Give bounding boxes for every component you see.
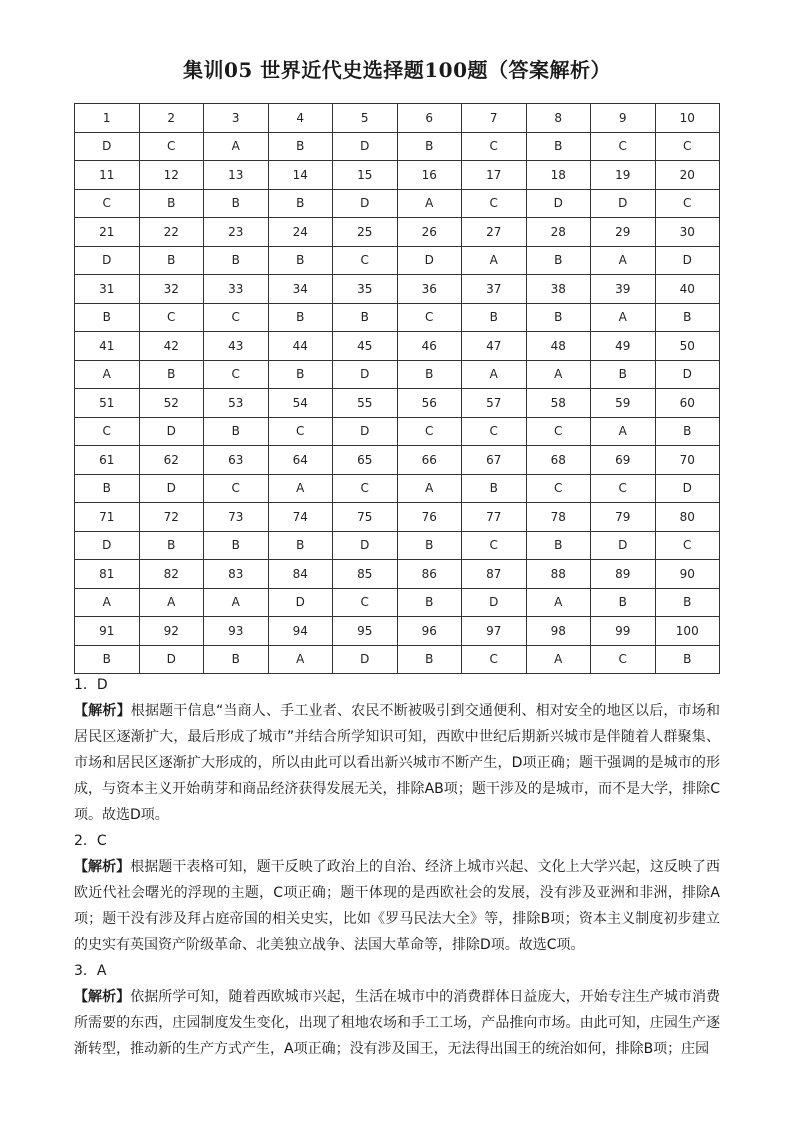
question-number-cell: 86: [397, 560, 462, 589]
question-number-cell: 43: [204, 332, 269, 361]
answer-cell: B: [591, 360, 656, 389]
question-number-cell: 26: [397, 218, 462, 247]
answer-cell: B: [462, 303, 527, 332]
question-number-row: [75, 446, 720, 475]
question-number-cell: 14: [268, 161, 333, 190]
question-number-cell: 71: [75, 503, 140, 532]
answer-cell: C: [526, 417, 591, 446]
answer-cell: B: [526, 246, 591, 275]
question-number-cell: 44: [268, 332, 333, 361]
question-number-cell: 59: [591, 389, 656, 418]
answer-row: [75, 132, 720, 161]
answer-cell: C: [591, 474, 656, 503]
answer-cell: C: [462, 531, 527, 560]
question-number-cell: 34: [268, 275, 333, 304]
answer-cell: B: [268, 360, 333, 389]
question-number-cell: 93: [204, 617, 269, 646]
question-number-cell: 37: [462, 275, 527, 304]
question-number-cell: 58: [526, 389, 591, 418]
answer-cell: A: [75, 588, 140, 617]
answer-cell: D: [75, 246, 140, 275]
question-number-row: [75, 104, 720, 133]
explanation-paragraph: [74, 984, 720, 1062]
question-number-cell: 36: [397, 275, 462, 304]
answer-cell: C: [462, 132, 527, 161]
question-number-cell: 8: [526, 104, 591, 133]
question-number-cell: 94: [268, 617, 333, 646]
answer-cell: D: [462, 588, 527, 617]
question-number-row: [75, 389, 720, 418]
question-number-cell: 68: [526, 446, 591, 475]
question-number-cell: 62: [139, 446, 204, 475]
answer-cell: C: [526, 474, 591, 503]
question-number-cell: 99: [591, 617, 656, 646]
question-number-cell: 1: [75, 104, 140, 133]
answer-cell: C: [655, 132, 720, 161]
question-number-cell: 96: [397, 617, 462, 646]
question-number-cell: 5: [333, 104, 398, 133]
answer-cell: C: [655, 531, 720, 560]
question-number-cell: 67: [462, 446, 527, 475]
answer-cell: D: [333, 360, 398, 389]
answer-cell: A: [526, 588, 591, 617]
question-number-cell: 9: [591, 104, 656, 133]
question-number-row: [75, 332, 720, 361]
answer-cell: C: [397, 417, 462, 446]
question-number-cell: 74: [268, 503, 333, 532]
question-number-cell: 82: [139, 560, 204, 589]
question-number-cell: 25: [333, 218, 398, 247]
answer-cell: C: [139, 303, 204, 332]
answer-cell: C: [204, 360, 269, 389]
question-number-cell: 46: [397, 332, 462, 361]
explanations-section: [74, 672, 720, 1062]
question-number-cell: 42: [139, 332, 204, 361]
answer-cell: A: [462, 360, 527, 389]
answer-cell: D: [333, 132, 398, 161]
question-number-row: [75, 503, 720, 532]
question-number-cell: 3: [204, 104, 269, 133]
answer-cell: B: [139, 189, 204, 218]
answer-row: [75, 531, 720, 560]
answer-row: [75, 474, 720, 503]
answer-cell: A: [397, 474, 462, 503]
question-number-row: [75, 218, 720, 247]
answer-cell: A: [139, 588, 204, 617]
answer-cell: B: [268, 132, 333, 161]
answer-cell: C: [462, 189, 527, 218]
question-number-cell: 85: [333, 560, 398, 589]
question-number-cell: 20: [655, 161, 720, 190]
answer-cell: A: [204, 132, 269, 161]
question-number-cell: 6: [397, 104, 462, 133]
answer-cell: D: [333, 531, 398, 560]
answer-cell: B: [75, 303, 140, 332]
answer-cell: B: [268, 189, 333, 218]
answer-cell: C: [268, 417, 333, 446]
answer-cell: B: [591, 588, 656, 617]
question-number-cell: 2: [139, 104, 204, 133]
answer-cell: A: [526, 360, 591, 389]
answer-cell: B: [526, 303, 591, 332]
question-number-cell: 66: [397, 446, 462, 475]
question-number-cell: 57: [462, 389, 527, 418]
answer-cell: B: [397, 360, 462, 389]
answer-cell: C: [655, 189, 720, 218]
analysis-tag: 【解析】: [74, 703, 131, 719]
question-number-cell: 54: [268, 389, 333, 418]
answer-cell: B: [139, 246, 204, 275]
question-number-cell: 98: [526, 617, 591, 646]
question-number-cell: 61: [75, 446, 140, 475]
answer-cell: B: [268, 531, 333, 560]
answer-cell: A: [268, 645, 333, 674]
answer-cell: B: [397, 645, 462, 674]
question-number-cell: 35: [333, 275, 398, 304]
answer-row: [75, 303, 720, 332]
answer-cell: D: [139, 645, 204, 674]
question-number-cell: 41: [75, 332, 140, 361]
answer-cell: B: [268, 303, 333, 332]
answer-cell: A: [462, 246, 527, 275]
question-number-cell: 23: [204, 218, 269, 247]
answer-cell: B: [204, 417, 269, 446]
question-answer-heading: 2．C: [74, 833, 107, 849]
page-title: 集训05 世界近代史选择题100题（答案解析）: [182, 58, 612, 82]
question-number-cell: 69: [591, 446, 656, 475]
question-number-cell: 77: [462, 503, 527, 532]
answer-cell: C: [139, 132, 204, 161]
question-number-cell: 10: [655, 104, 720, 133]
answer-cell: A: [204, 588, 269, 617]
question-number-cell: 79: [591, 503, 656, 532]
answer-cell: B: [333, 303, 398, 332]
question-number-cell: 29: [591, 218, 656, 247]
question-number-cell: 11: [75, 161, 140, 190]
question-number-cell: 4: [268, 104, 333, 133]
question-number-cell: 88: [526, 560, 591, 589]
answer-cell: C: [333, 588, 398, 617]
question-number-cell: 38: [526, 275, 591, 304]
answer-cell: C: [591, 132, 656, 161]
question-number-cell: 21: [75, 218, 140, 247]
answer-table: [74, 103, 720, 674]
explanation-text: 根据题干表格可知，题干反映了政治上的自治、经济上城市兴起、文化上大学兴起，这反映了西欧近代社会曙光的浮现的主题，C项正确；题干体现的是西欧社会的发展，没有涉及亚洲和非洲，排除A项；题干没有涉及拜占庭帝国的相关史实，比如《罗马民法大全》等，排除B项；资本主义制度初步建立的史实有英国资产阶级革命、北美独立战争、法国大革命等，排除D项。故选C项。: [74, 859, 721, 953]
answer-row: [75, 417, 720, 446]
answer-cell: A: [526, 645, 591, 674]
analysis-tag: 【解析】: [74, 989, 131, 1005]
analysis-tag: 【解析】: [74, 859, 131, 875]
answer-cell: B: [75, 474, 140, 503]
answer-cell: A: [397, 189, 462, 218]
answer-cell: C: [462, 645, 527, 674]
question-number-cell: 40: [655, 275, 720, 304]
answer-cell: B: [75, 645, 140, 674]
answer-cell: A: [591, 303, 656, 332]
question-number-cell: 24: [268, 218, 333, 247]
question-number-cell: 7: [462, 104, 527, 133]
answer-cell: C: [397, 303, 462, 332]
question-number-cell: 83: [204, 560, 269, 589]
question-number-cell: 33: [204, 275, 269, 304]
answer-cell: D: [397, 246, 462, 275]
answer-cell: B: [397, 531, 462, 560]
answer-cell: B: [139, 531, 204, 560]
explanation-text: 依据所学可知，随着西欧城市兴起，生活在城市中的消费群体日益庞大，开始专注生产城市消费所需要的东西，庄园制度发生变化，出现了租地农场和手工工场，产品推向市场。由此可知，庄园生产逐渐转型，推动新的生产方式产生，A项正确；没有涉及国王，无法得出国王的统治如何，排除B项；庄园: [74, 989, 721, 1057]
answer-row: [75, 645, 720, 674]
answer-cell: C: [75, 189, 140, 218]
question-number-cell: 16: [397, 161, 462, 190]
question-number-cell: 50: [655, 332, 720, 361]
answer-cell: A: [75, 360, 140, 389]
question-number-cell: 55: [333, 389, 398, 418]
question-number-cell: 52: [139, 389, 204, 418]
question-answer-heading: 3．A: [74, 963, 107, 979]
question-number-cell: 76: [397, 503, 462, 532]
question-number-cell: 100: [655, 617, 720, 646]
question-answer-heading: 1．D: [74, 677, 108, 693]
answer-cell: C: [591, 645, 656, 674]
question-number-cell: 19: [591, 161, 656, 190]
question-number-cell: 95: [333, 617, 398, 646]
question-number-cell: 81: [75, 560, 140, 589]
question-number-cell: 80: [655, 503, 720, 532]
answer-row: [75, 360, 720, 389]
answer-cell: A: [591, 417, 656, 446]
answer-cell: B: [526, 132, 591, 161]
question-number-row: [75, 617, 720, 646]
question-number-cell: 51: [75, 389, 140, 418]
question-number-cell: 30: [655, 218, 720, 247]
question-number-cell: 70: [655, 446, 720, 475]
question-number-cell: 48: [526, 332, 591, 361]
answer-cell: D: [139, 474, 204, 503]
question-number-cell: 15: [333, 161, 398, 190]
question-number-cell: 75: [333, 503, 398, 532]
question-number-cell: 32: [139, 275, 204, 304]
answer-cell: B: [204, 531, 269, 560]
question-number-cell: 65: [333, 446, 398, 475]
answer-cell: C: [462, 417, 527, 446]
answer-cell: A: [591, 246, 656, 275]
question-number-cell: 27: [462, 218, 527, 247]
answer-cell: C: [333, 246, 398, 275]
answer-cell: C: [204, 474, 269, 503]
question-number-cell: 72: [139, 503, 204, 532]
answer-cell: B: [204, 189, 269, 218]
question-number-cell: 64: [268, 446, 333, 475]
answer-cell: C: [204, 303, 269, 332]
question-number-cell: 73: [204, 503, 269, 532]
answer-cell: D: [139, 417, 204, 446]
answer-cell: D: [591, 531, 656, 560]
question-number-cell: 31: [75, 275, 140, 304]
answer-cell: B: [268, 246, 333, 275]
answer-cell: B: [204, 246, 269, 275]
explanation-paragraph: [74, 854, 720, 958]
question-number-cell: 60: [655, 389, 720, 418]
question-number-cell: 92: [139, 617, 204, 646]
question-number-cell: 39: [591, 275, 656, 304]
question-number-cell: 53: [204, 389, 269, 418]
question-number-cell: 63: [204, 446, 269, 475]
answer-cell: D: [655, 360, 720, 389]
answer-table-body: [75, 104, 720, 674]
answer-row: [75, 588, 720, 617]
question-number-cell: 13: [204, 161, 269, 190]
question-number-cell: 18: [526, 161, 591, 190]
answer-cell: D: [268, 588, 333, 617]
question-number-cell: 84: [268, 560, 333, 589]
question-number-row: [75, 161, 720, 190]
answer-cell: D: [333, 645, 398, 674]
answer-cell: B: [139, 360, 204, 389]
answer-cell: A: [268, 474, 333, 503]
answer-cell: D: [75, 531, 140, 560]
question-number-cell: 49: [591, 332, 656, 361]
question-number-cell: 90: [655, 560, 720, 589]
question-number-cell: 28: [526, 218, 591, 247]
answer-cell: D: [333, 189, 398, 218]
answer-cell: B: [397, 588, 462, 617]
answer-cell: C: [333, 474, 398, 503]
question-number-cell: 47: [462, 332, 527, 361]
answer-cell: B: [462, 474, 527, 503]
answer-cell: D: [655, 246, 720, 275]
answer-cell: B: [655, 303, 720, 332]
question-number-row: [75, 275, 720, 304]
answer-cell: B: [655, 417, 720, 446]
answer-cell: B: [397, 132, 462, 161]
answer-cell: D: [333, 417, 398, 446]
question-number-cell: 12: [139, 161, 204, 190]
question-number-cell: 89: [591, 560, 656, 589]
explanation-text: 根据题干信息“当商人、手工业者、农民不断被吸引到交通便利、相对安全的地区以后，市场和居民区逐渐扩大，最后形成了城市”并结合所学知识可知，西欧中世纪后期新兴城市是伴随着人群聚集、市场和居民区逐渐扩大形成的，所以由此可以看出新兴城市不断产生，D项正确；题干强调的是城市的形成，与资本主义开始萌芽和商品经济获得发展无关，排除AB项；题干涉及的是城市，而不是大学，排除C项。故选D项。: [74, 703, 720, 823]
answer-cell: B: [204, 645, 269, 674]
question-number-cell: 45: [333, 332, 398, 361]
question-number-cell: 78: [526, 503, 591, 532]
answer-cell: B: [526, 531, 591, 560]
question-number-cell: 97: [462, 617, 527, 646]
explanation-paragraph: [74, 698, 720, 828]
answer-row: [75, 246, 720, 275]
answer-row: [75, 189, 720, 218]
question-number-cell: 91: [75, 617, 140, 646]
question-number-cell: 56: [397, 389, 462, 418]
answer-cell: D: [591, 189, 656, 218]
answer-cell: B: [655, 588, 720, 617]
answer-cell: D: [526, 189, 591, 218]
question-number-cell: 17: [462, 161, 527, 190]
answer-cell: D: [655, 474, 720, 503]
answer-cell: C: [75, 417, 140, 446]
answer-cell: D: [75, 132, 140, 161]
question-number-cell: 87: [462, 560, 527, 589]
question-number-row: [75, 560, 720, 589]
answer-cell: B: [655, 645, 720, 674]
question-number-cell: 22: [139, 218, 204, 247]
